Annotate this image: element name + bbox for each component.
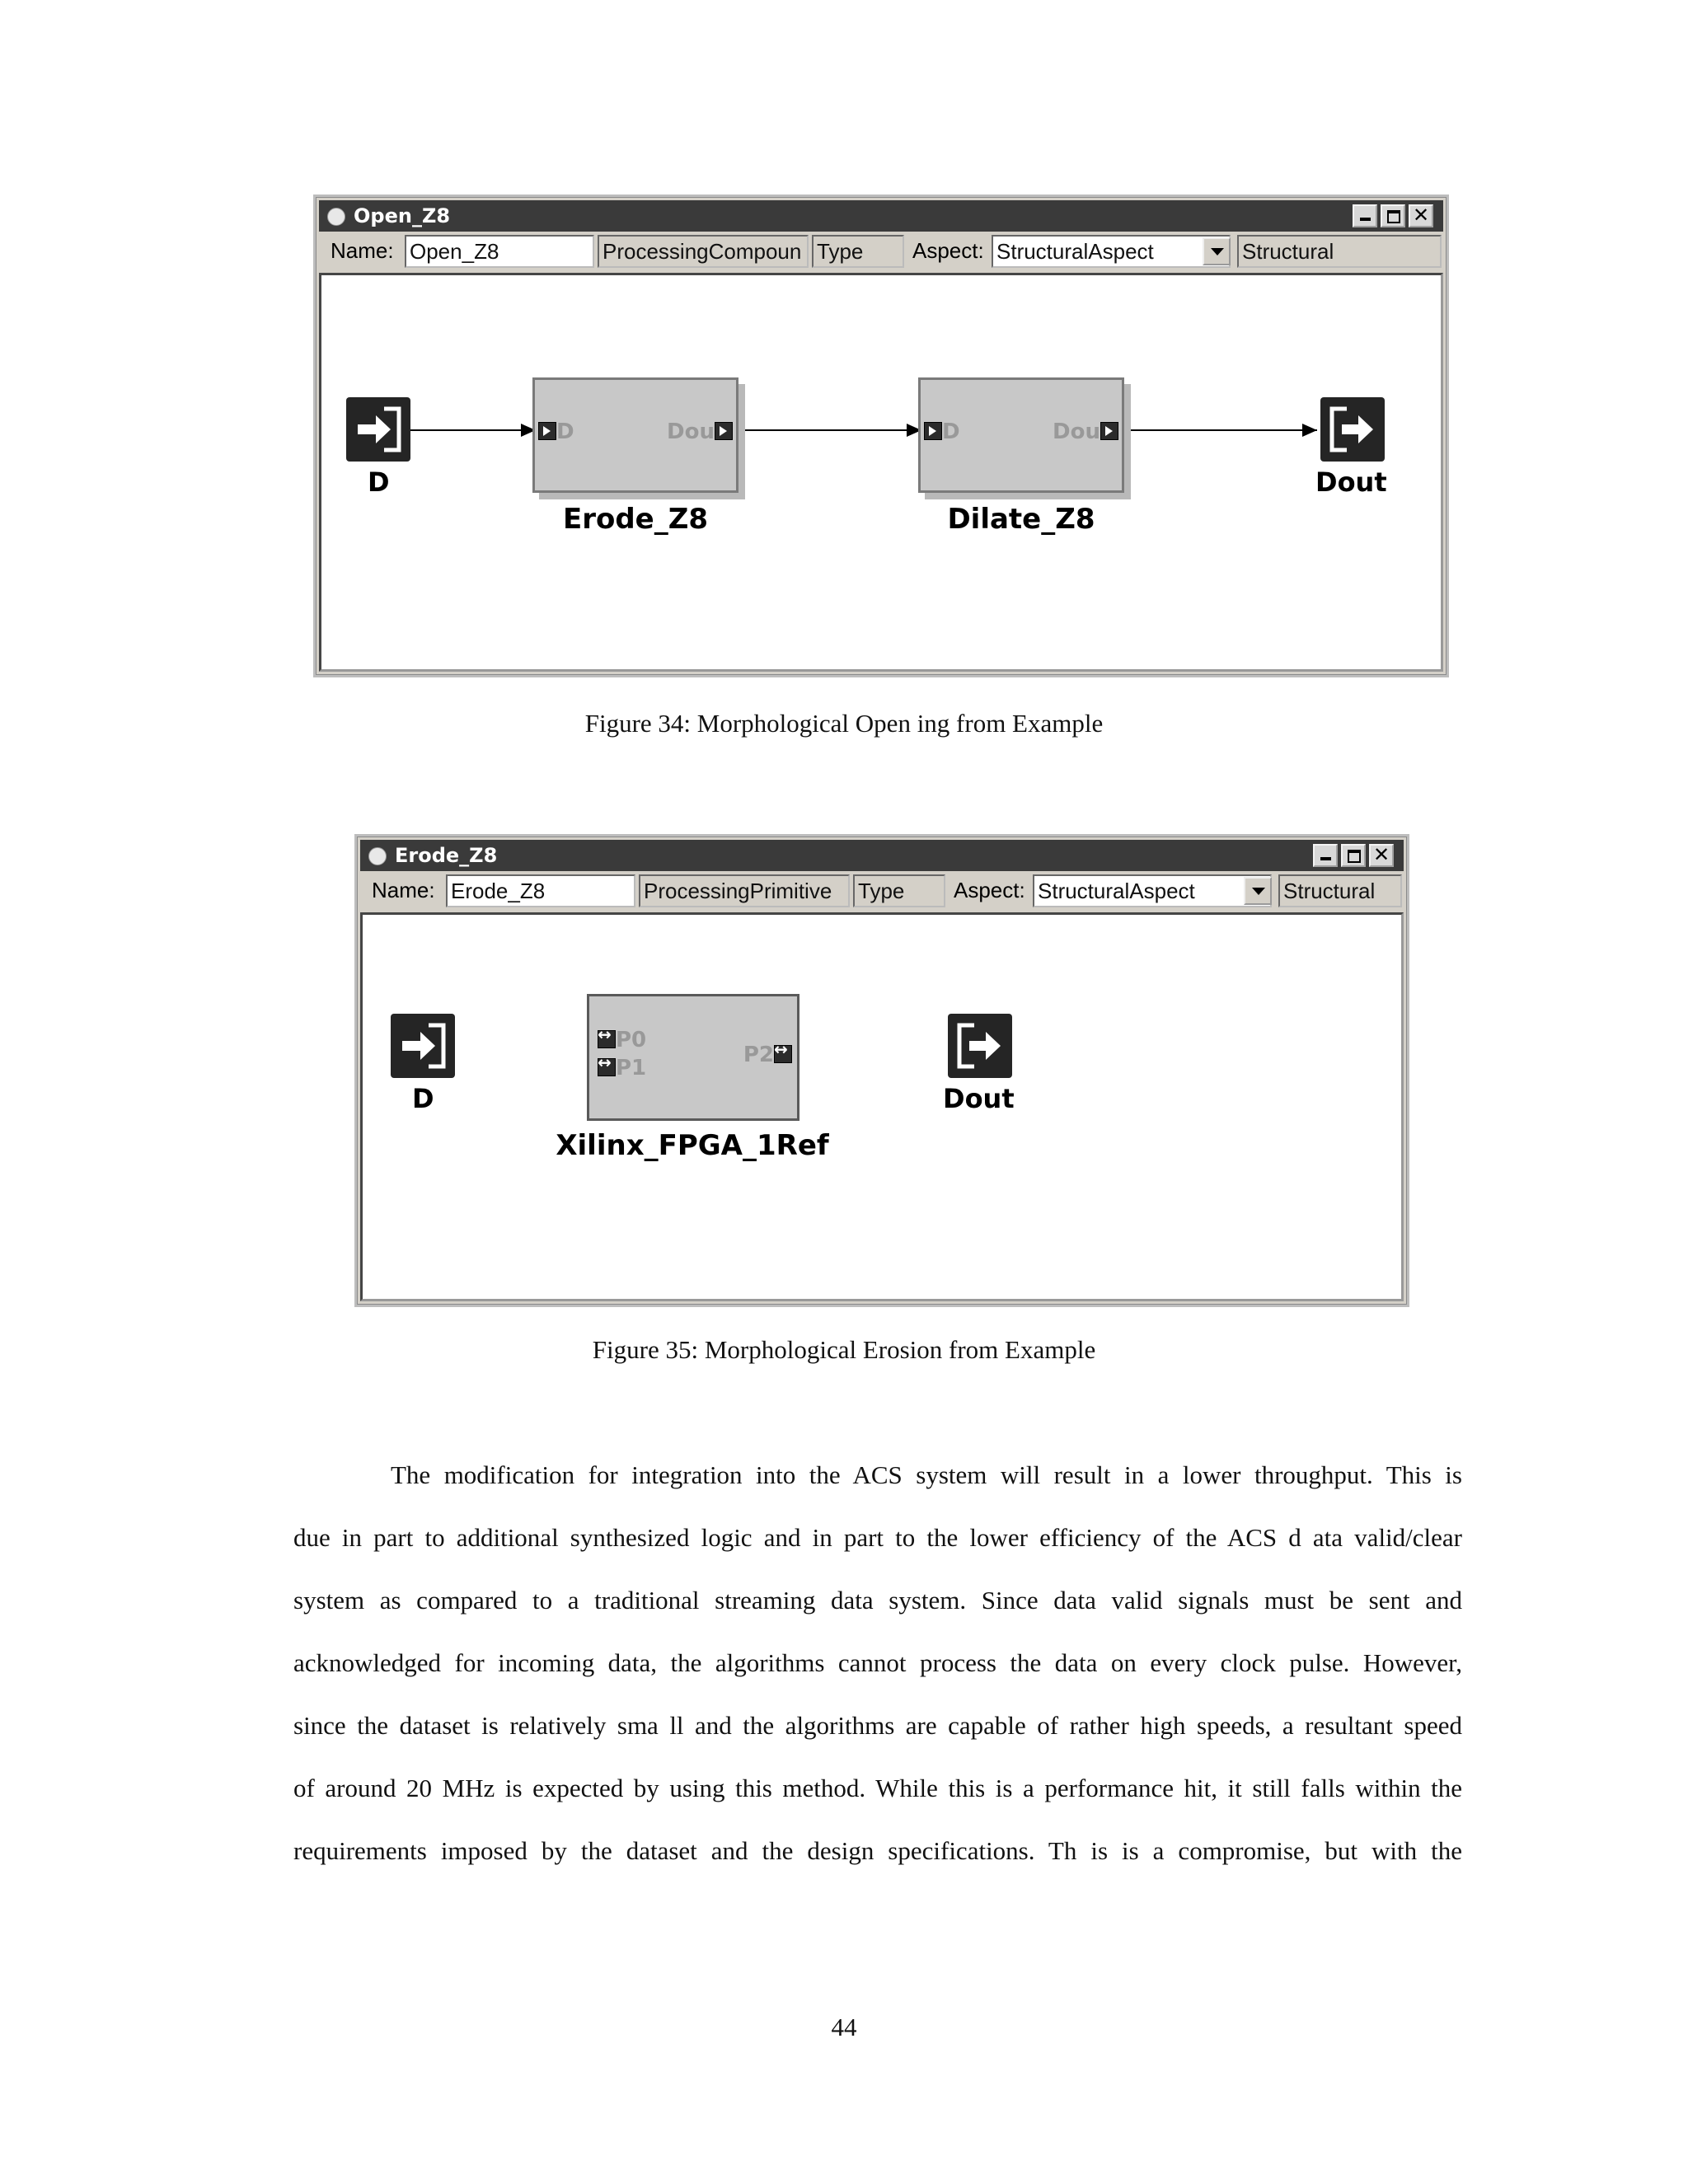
- body-line: acknowledged for incoming data, the algorithms cannot process the data on every clock pulse. However,: [293, 1648, 1462, 1677]
- block-port-p1: ↔P1: [598, 1056, 646, 1080]
- body-line: requirements imposed by the dataset and the design specifications. Th is is a compromise, but with the: [293, 1836, 1462, 1865]
- body-line: system as compared to a traditional streaming data system. Since data valid signals must be sent and: [293, 1586, 1462, 1615]
- name-label: Name:: [331, 238, 394, 263]
- window-icon: [368, 847, 387, 865]
- connection-wires: [321, 275, 1441, 668]
- figure-34-window: [313, 194, 1449, 677]
- output-port-icon[interactable]: [1320, 397, 1385, 462]
- kind-field: ProcessingCompoun: [598, 235, 809, 268]
- diagram-canvas: [319, 273, 1443, 672]
- body-paragraph: [293, 1444, 1462, 1882]
- bidirectional-arrow-icon: [598, 1030, 616, 1048]
- output-port-label: Dout: [1315, 466, 1387, 498]
- diagram-canvas: [360, 912, 1404, 1301]
- minimize-button[interactable]: [1353, 204, 1377, 227]
- close-button[interactable]: ✕: [1369, 844, 1394, 867]
- output-port-icon[interactable]: [948, 1014, 1012, 1078]
- block-port-p2: P2↔: [743, 1043, 792, 1067]
- body-line: The modification for integration into the ACS system will result in a lower throughput. This is: [391, 1460, 1462, 1489]
- window-title: Erode_Z8: [395, 844, 498, 867]
- fpga-block-label: Xilinx_FPGA_1Ref: [556, 1129, 829, 1162]
- page-number: 44: [831, 2013, 857, 2041]
- title-bar: [360, 840, 1404, 871]
- block-in-port: D: [924, 419, 960, 444]
- toolbar: [319, 233, 1443, 269]
- output-arrow-icon: [1100, 422, 1118, 440]
- structural-field: Structural: [1237, 235, 1442, 268]
- name-label: Name:: [372, 878, 435, 902]
- body-line: since the dataset is relatively sma ll and the algorithms are capable of rather high speeds, a resultant speed: [293, 1711, 1462, 1740]
- erode-block-label: Erode_Z8: [562, 503, 709, 536]
- name-field[interactable]: Erode_Z8: [446, 874, 635, 907]
- chevron-down-icon[interactable]: [1203, 237, 1231, 265]
- block-out-port: Dou: [667, 419, 733, 444]
- block-port-p0: ↔P0: [598, 1028, 646, 1052]
- type-field: Type: [853, 874, 945, 907]
- figure-35-window: [354, 834, 1409, 1307]
- aspect-label: Aspect:: [954, 878, 1025, 902]
- input-port-label: D: [368, 466, 390, 498]
- block-out-port: Dou: [1053, 419, 1118, 444]
- maximize-button[interactable]: [1381, 204, 1405, 227]
- body-line: of around 20 MHz is expected by using this method. While this is a performance hit, it still falls within the: [293, 1774, 1462, 1802]
- input-arrow-icon: [538, 422, 556, 440]
- block-in-port: D: [538, 419, 574, 444]
- minimize-button[interactable]: [1313, 844, 1338, 867]
- dilate-block[interactable]: [918, 377, 1124, 493]
- aspect-select[interactable]: StructuralAspect: [992, 235, 1231, 268]
- body-line: due in part to additional synthesized logic and in part to the lower efficiency of the ACS d ata valid/clear: [293, 1523, 1462, 1552]
- window-title: Open_Z8: [354, 204, 451, 227]
- aspect-select[interactable]: StructuralAspect: [1033, 874, 1272, 907]
- title-bar: [319, 200, 1443, 232]
- structural-field: Structural: [1278, 874, 1402, 907]
- input-arrow-icon: [924, 422, 942, 440]
- fpga-block[interactable]: [587, 994, 799, 1121]
- maximize-button[interactable]: [1341, 844, 1366, 867]
- input-port-icon[interactable]: [346, 397, 410, 462]
- kind-field: ProcessingPrimitive: [639, 874, 850, 907]
- dilate-block-label: Dilate_Z8: [947, 503, 1095, 536]
- figure-34-caption: Figure 34: Morphological Open ing from Example: [584, 709, 1104, 738]
- output-arrow-icon: [715, 422, 733, 440]
- erode-block[interactable]: [532, 377, 738, 493]
- bidirectional-arrow-icon: [774, 1045, 792, 1063]
- input-port-label: D: [412, 1083, 434, 1114]
- close-button[interactable]: ✕: [1409, 204, 1433, 227]
- type-field: Type: [812, 235, 904, 268]
- toolbar: [360, 873, 1404, 909]
- input-port-icon[interactable]: [391, 1014, 455, 1078]
- bidirectional-arrow-icon: [598, 1058, 616, 1076]
- name-field[interactable]: Open_Z8: [405, 235, 594, 268]
- chevron-down-icon[interactable]: [1244, 877, 1272, 905]
- output-port-label: Dout: [943, 1083, 1015, 1114]
- aspect-label: Aspect:: [912, 238, 984, 263]
- figure-35-caption: Figure 35: Morphological Erosion from Example: [592, 1335, 1096, 1364]
- window-icon: [327, 208, 345, 226]
